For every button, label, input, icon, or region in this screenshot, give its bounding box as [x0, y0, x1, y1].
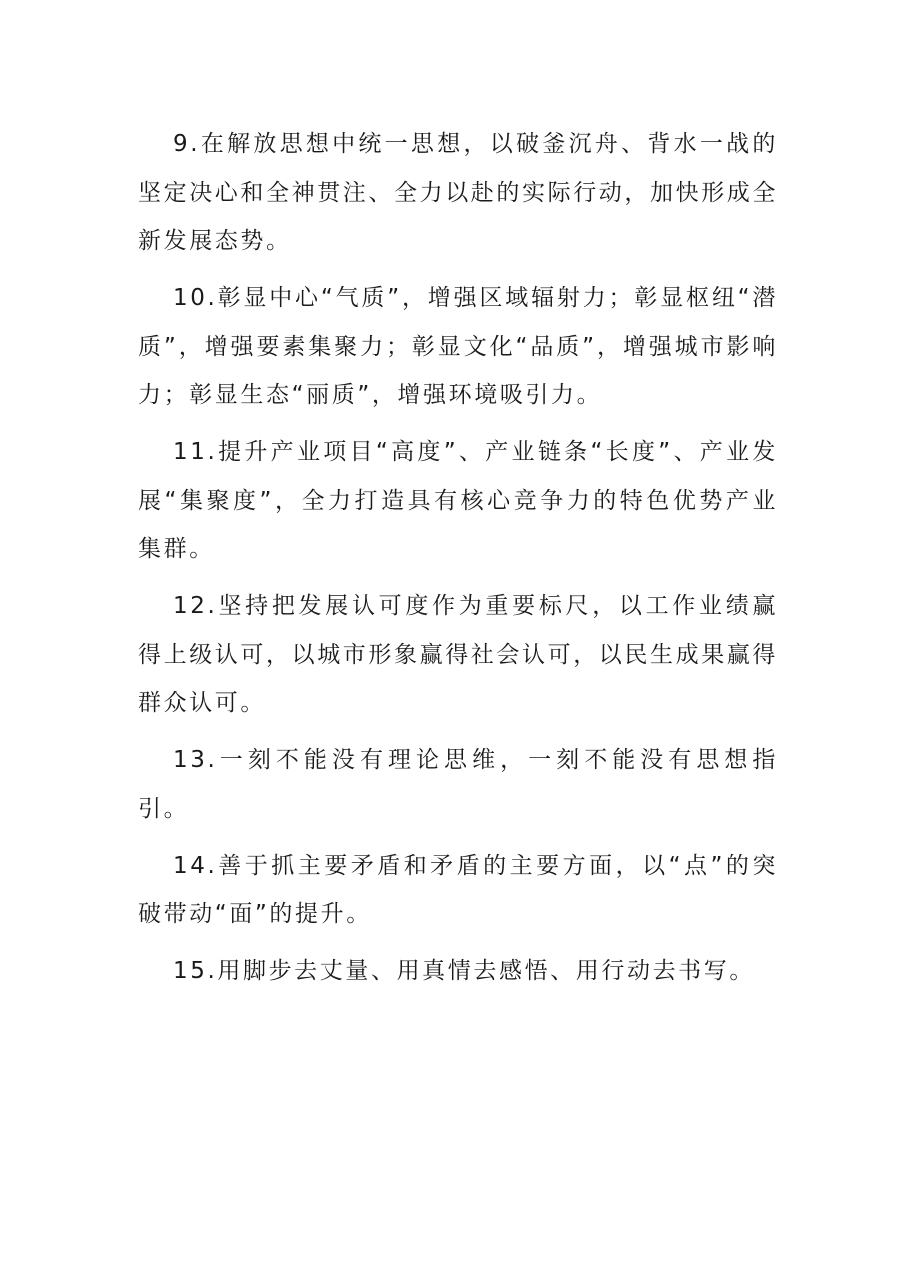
paragraph-10: 10.彰显中心“气质”，增强区域辐射力；彰显枢纽“潜质”，增强要素集聚力；彰显文化“品质”，增强城市影响力；彰显生态“丽质”，增强环境吸引力。 — [138, 285, 778, 408]
paragraph-15: 15.用脚步去丈量、用真情去感悟、用行动去书写。 — [173, 958, 755, 984]
paragraph-11: 11.提升产业项目“高度”、产业链条“长度”、产业发展“集聚度”，全力打造具有核心竞争力的特色优势产业集群。 — [138, 439, 778, 562]
paragraph-12: 12.坚持把发展认可度作为重要标尺，以工作业绩赢得上级认可，以城市形象赢得社会认可，以民生成果赢得群众认可。 — [138, 593, 778, 716]
paragraph-14: 14.善于抓主要矛盾和矛盾的主要方面，以“点”的突破带动“面”的提升。 — [138, 852, 778, 927]
paragraph-13: 13.一刻不能没有理论思维，一刻不能没有思想指引。 — [138, 747, 778, 822]
paragraph-9: 9.在解放思想中统一思想，以破釜沉舟、背水一战的坚定决心和全神贯注、全力以赴的实际行动，加快形成全新发展态势。 — [138, 131, 778, 254]
document-body — [138, 120, 778, 1004]
